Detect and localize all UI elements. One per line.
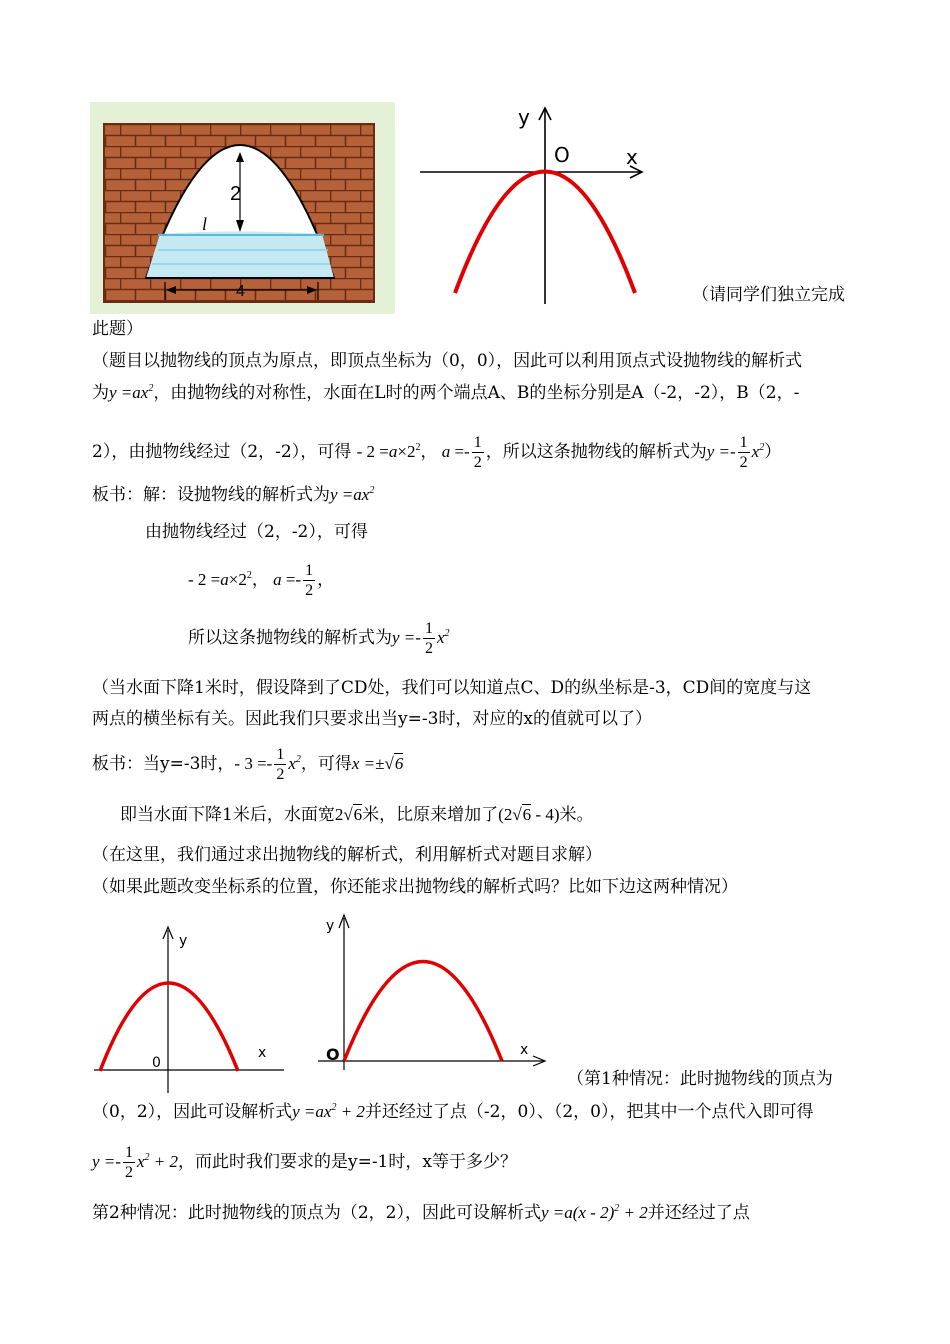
formula: - 3 =- [234, 754, 273, 773]
text-line: - $2 =a\times 2^2$， a =- $\frac{1}{2}$ ， [188, 562, 335, 599]
text-line: 两点的横坐标有关。因此我们只要求出当y=-3时，对应的x的值就可以了） [92, 709, 652, 729]
text-line: （题目以抛物线的顶点为原点，即顶点坐标为（0，0），因此可以利用顶点式设抛物线的解析式 [92, 351, 803, 371]
parabola-graph-case1 [92, 925, 292, 1095]
x-axis-label: x [520, 1042, 529, 1058]
x-axis-label: x [626, 145, 638, 169]
text-line: （在这里，我们通过求出抛物线的解析式，利用解析式对题目求解） [92, 845, 602, 865]
text-line: 板书：当y=-3时，- 3 =- $\frac{1}{2}$ $x^2$，可得x =±√6 [92, 746, 404, 783]
bridge-figure [90, 102, 395, 314]
x-axis-label: x [258, 1045, 267, 1061]
formula: - $2 =a\times 2^2$， a =- [356, 442, 470, 461]
formula: $y =ax^2$ [109, 383, 154, 402]
fraction: $\frac{1}{2}$ [305, 562, 314, 599]
text-line: （0，2），因此可设解析式$y =ax^2 + 2$并还经过了点（-2，0）、（2，0），把其中一个点代入即可得 [92, 1102, 814, 1122]
text-line: （请同学们独立完成 [692, 285, 845, 305]
bridge-width-label: 4 [236, 283, 245, 300]
formula: $y =ax^2 + 2$ [292, 1102, 365, 1121]
fraction: $\frac{1}{2}$ [739, 434, 748, 471]
text-line: 所以这条抛物线的解析式为y =- $\frac{1}{2}$ $x^2$ [188, 620, 450, 657]
origin-label: 0 [152, 1055, 161, 1071]
bridge-height-label: 2 [230, 183, 242, 205]
text-line: 即当水面下降1米后，水面宽2√6米，比原来增加了(2√6 - 4)米。 [120, 805, 594, 825]
y-axis-label: y [326, 918, 335, 934]
bridge-water-label: l [202, 214, 208, 234]
formula: y =- [92, 1152, 121, 1171]
formula: (2√6 - 4) [498, 805, 560, 824]
fraction: $\frac{1}{2}$ [276, 746, 285, 783]
text-line: 板书：解：设抛物线的解析式为$y =ax^2$ [92, 485, 375, 505]
formula: x =±√6 [351, 754, 404, 773]
text-line: 由抛物线经过（2，-2），可得 [145, 522, 368, 542]
formula: y =- [392, 628, 421, 647]
text-line: 第2种情况：此时抛物线的顶点为（2，2），因此可设解析式y =a(x - 2)$^2$ + 2并还经过了点 [92, 1203, 750, 1223]
text-line: 为$y =ax^2$，由抛物线的对称性，水面在L时的两个端点A、B的坐标分别是A（-2，-2），B（2，- [92, 383, 800, 403]
fraction: $\frac{1}{2}$ [424, 620, 433, 657]
parabola-graph-case2 [318, 912, 548, 1072]
formula: y =a(x - 2)$^2$ + 2 [540, 1203, 648, 1222]
fraction: $\frac{1}{2}$ [124, 1144, 133, 1181]
text-line: 2），由抛物线经过（2，-2），可得 - $2 =a\times 2^2$， a =- $\frac{1}{2}$ ，所以这条抛物线的解析式为y =- $\frac{1}{2}$ $x^2$） [92, 434, 782, 471]
y-axis-label: y [179, 933, 188, 949]
text-line: （第1种情况：此时抛物线的顶点为 [567, 1069, 833, 1089]
text-line: （如果此题改变坐标系的位置，你还能求出抛物线的解析式吗？比如下边这两种情况） [92, 877, 738, 897]
formula: - $2 =a\times 2^2$， a =- [188, 570, 302, 589]
fraction: $\frac{1}{2}$ [473, 434, 482, 471]
formula: $y =ax^2$ [330, 485, 375, 504]
origin-label: O [326, 1045, 340, 1064]
origin-label: O [554, 143, 570, 167]
formula: 2√6 [334, 805, 363, 824]
text-line: （当水面下降1米时，假设降到了CD处，我们可以知道点C、D的纵坐标是-3，CD间的宽度与这 [92, 678, 812, 698]
text-line: 此题） [92, 319, 143, 339]
parabola-graph-origin [410, 100, 650, 310]
formula: y =- [706, 442, 736, 461]
y-axis-label: y [518, 105, 530, 129]
text-line: y =- $\frac{1}{2}$ $x^2 + 2$，而此时我们要求的是y=-1时，x等于多少？ [92, 1144, 517, 1181]
